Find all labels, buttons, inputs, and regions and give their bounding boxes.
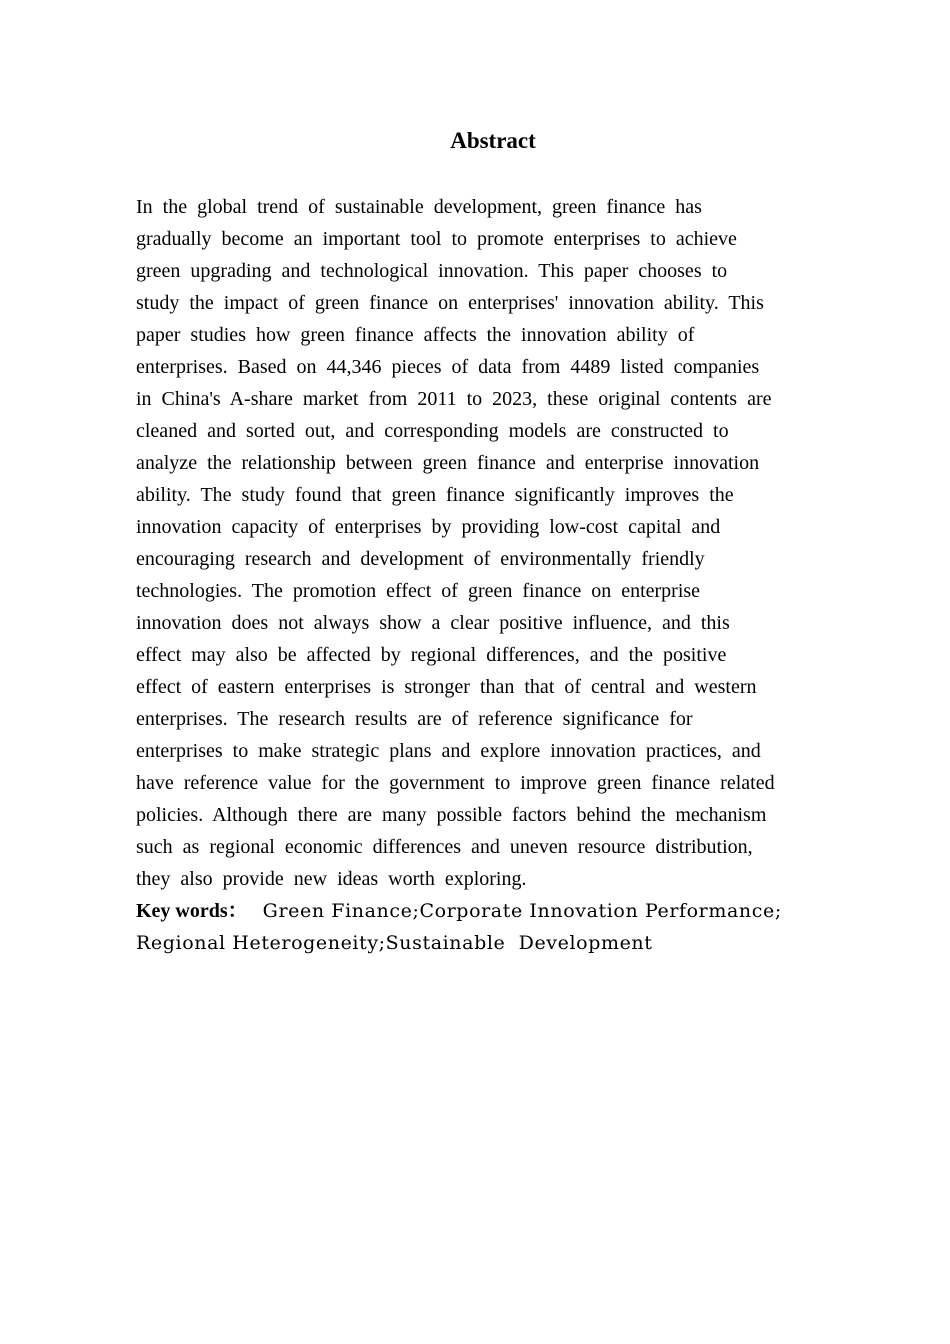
abstract-line: analyze the relationship between green finance and enterprise innovation xyxy=(136,452,760,474)
abstract-line: cleaned and sorted out, and corresponding models are constructed to xyxy=(136,420,729,442)
abstract-line: innovation does not always show a clear positive influence, and this xyxy=(136,612,730,634)
abstract-line: enterprises. Based on 44,346 pieces of data from 4489 listed companies xyxy=(136,356,760,378)
abstract-line: enterprises to make strategic plans and explore innovation practices, and xyxy=(136,740,761,762)
abstract-line: ability. The study found that green finance significantly improves the xyxy=(136,484,734,506)
abstract-line: paper studies how green finance affects the innovation ability of xyxy=(136,324,695,346)
keywords-label: Key words： xyxy=(136,900,248,922)
abstract-line: they also provide new ideas worth exploring. xyxy=(136,868,527,890)
abstract-line: enterprises. The research results are of reference significance for xyxy=(136,708,693,730)
abstract-title: Abstract xyxy=(450,128,536,153)
abstract-line: effect of eastern enterprises is stronger than that of central and western xyxy=(136,676,757,698)
abstract-line: In the global trend of sustainable development, green finance has xyxy=(136,196,702,218)
abstract-line: gradually become an important tool to promote enterprises to achieve xyxy=(136,228,737,250)
abstract-line: green upgrading and technological innovation. This paper chooses to xyxy=(136,260,728,282)
abstract-line: effect may also be affected by regional differences, and the positive xyxy=(136,644,727,666)
keywords-value: Green Finance;Corporate Innovation Performance; xyxy=(262,900,782,922)
abstract-body xyxy=(136,191,856,959)
abstract-line: encouraging research and development of environmentally friendly xyxy=(136,548,705,570)
abstract-line: innovation capacity of enterprises by providing low-cost capital and xyxy=(136,516,721,538)
abstract-line: policies. Although there are many possible factors behind the mechanism xyxy=(136,804,767,826)
keywords-line xyxy=(136,895,856,927)
abstract-line: in China's A-share market from 2011 to 2023, these original contents are xyxy=(136,388,772,410)
abstract-line: have reference value for the government to improve green finance related xyxy=(136,772,775,794)
keywords-value-continued: Regional Heterogeneity;Sustainable Development xyxy=(136,932,653,954)
keywords-line-continued xyxy=(136,927,856,959)
abstract-line: such as regional economic differences and uneven resource distribution, xyxy=(136,836,753,858)
abstract-line: study the impact of green finance on enterprises' innovation ability. This xyxy=(136,292,764,314)
abstract-line: technologies. The promotion effect of green finance on enterprise xyxy=(136,580,701,602)
